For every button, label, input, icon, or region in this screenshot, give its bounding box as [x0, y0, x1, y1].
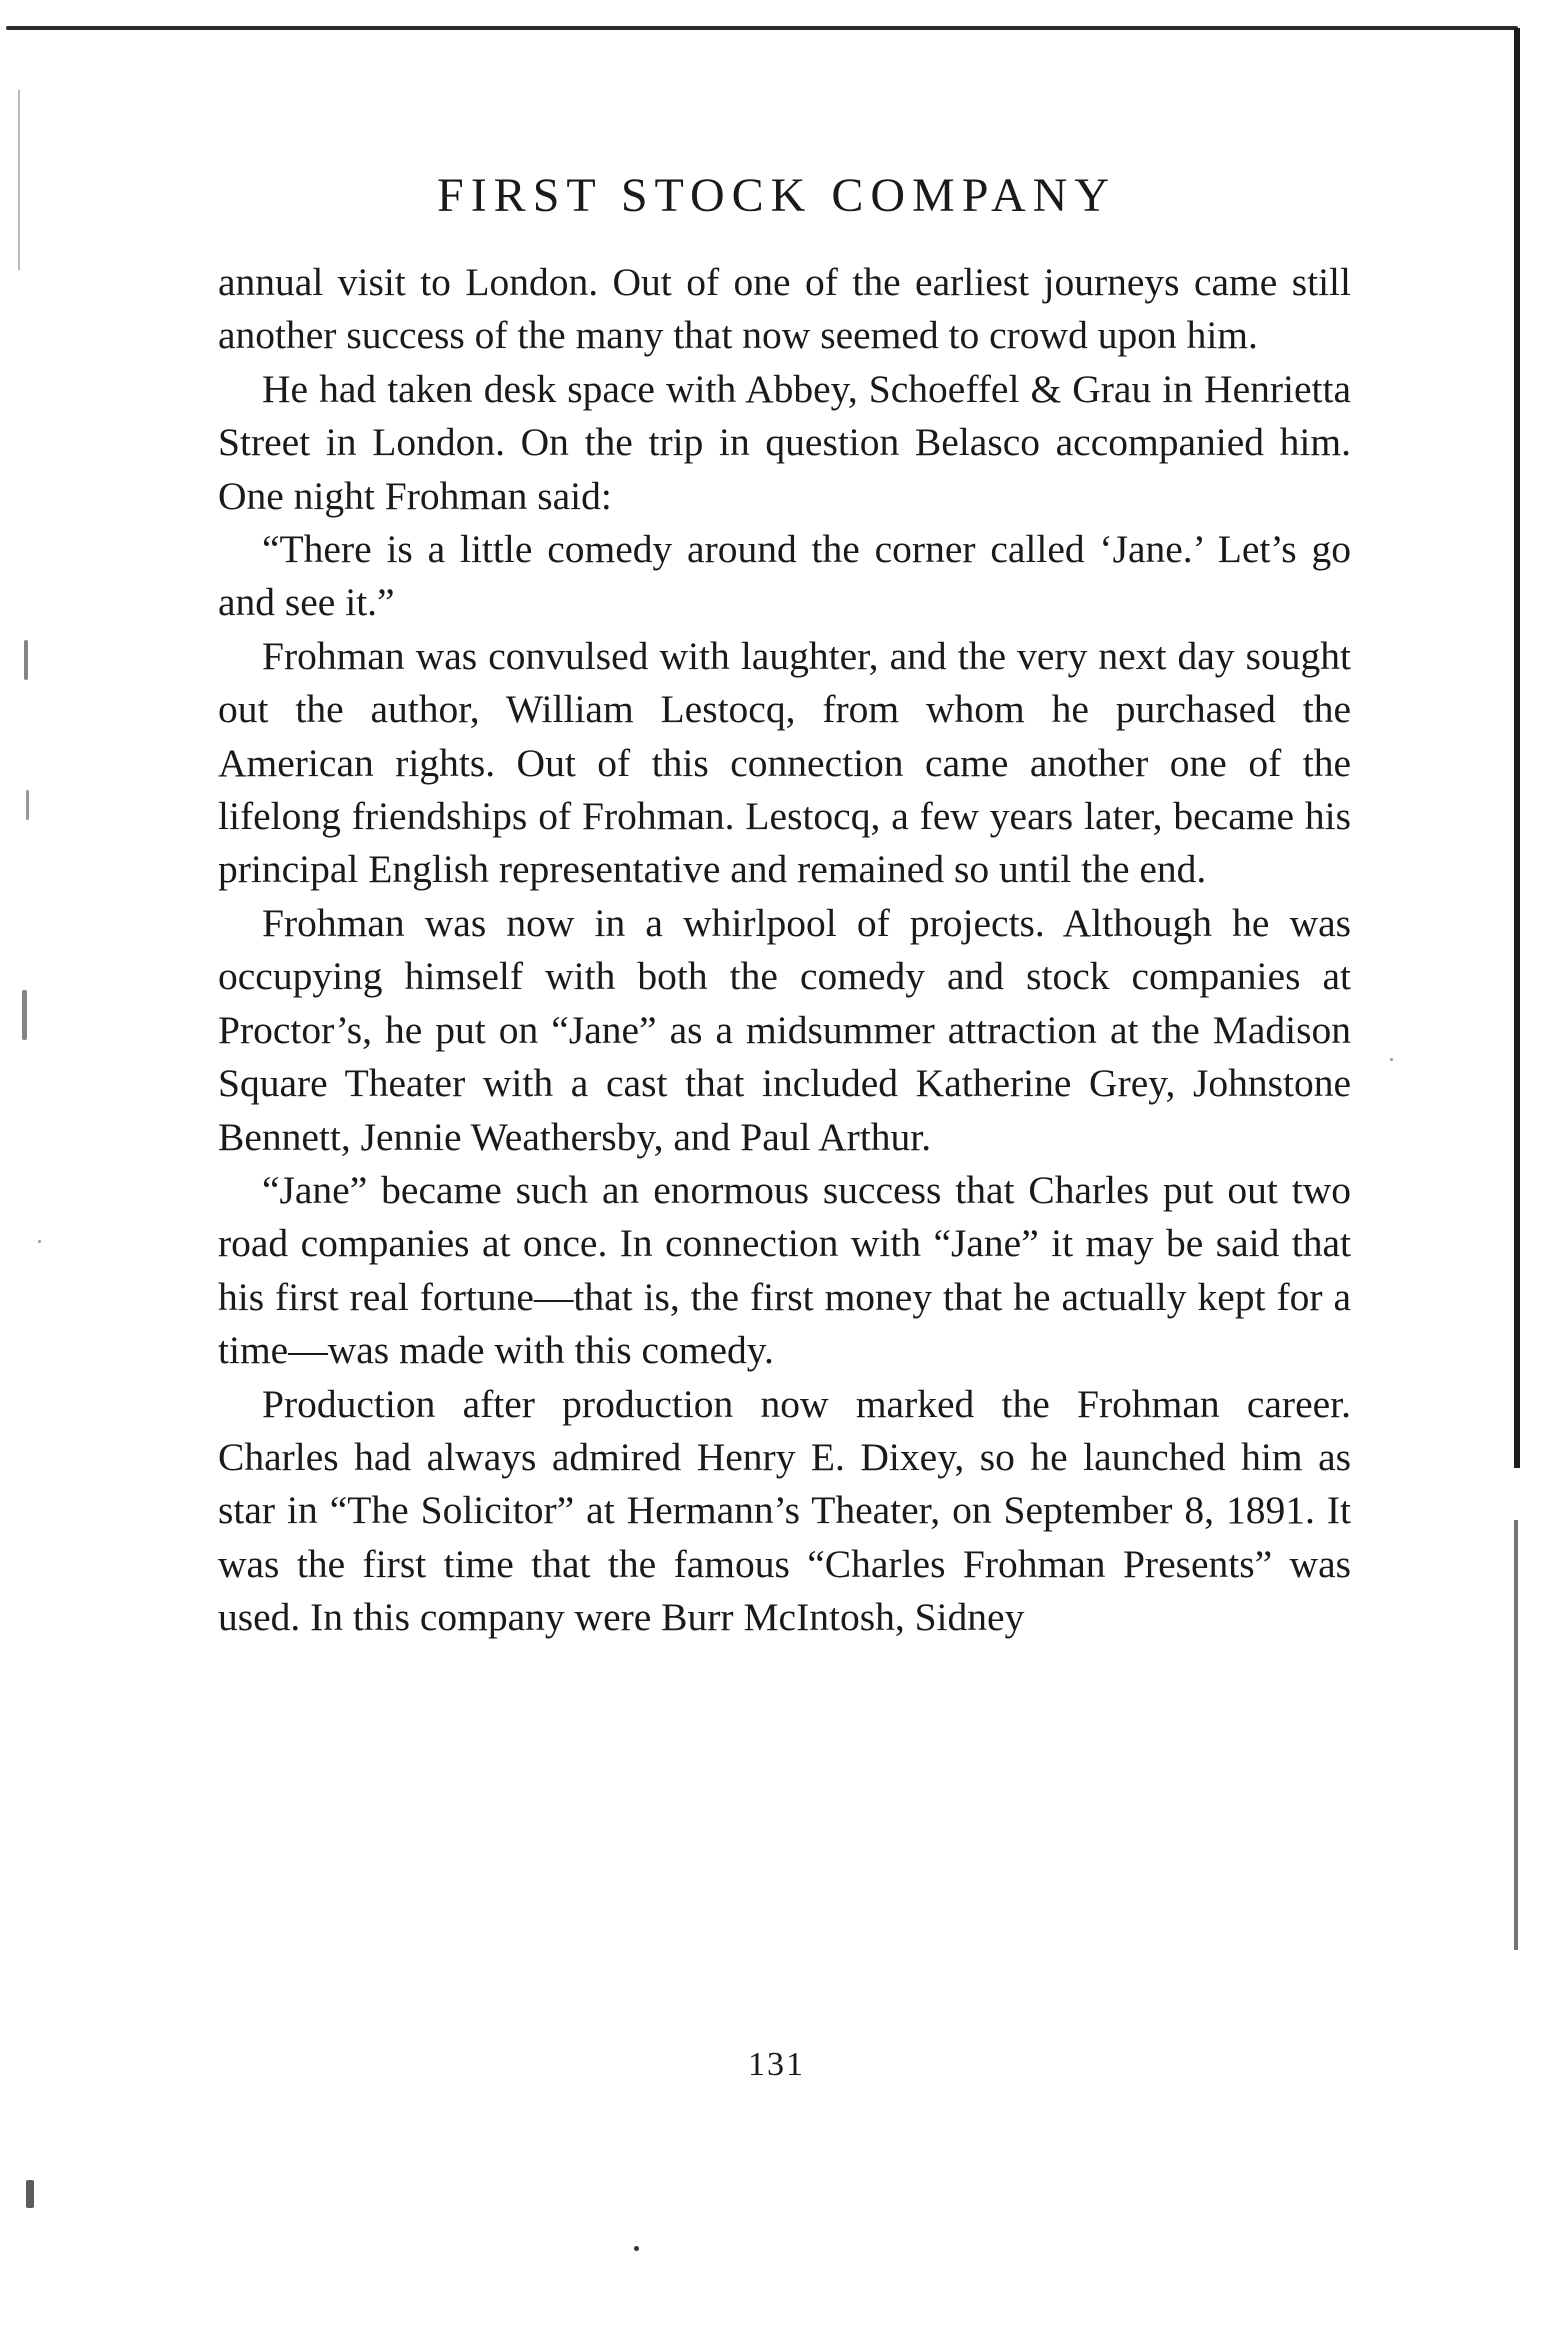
scan-speck: [22, 990, 27, 1040]
scan-speck: [26, 790, 29, 820]
paragraph: annual visit to London. Out of one of the earliest journeys came still another success of the many that now seemed to crowd upon him.: [218, 260, 1351, 358]
paragraph: Frohman was now in a whirlpool of projects. Although he was occupying himself with both the comedy and stock companies at Proctor’s, he put on “Jane” as a midsummer attraction at the Madison Square Theater with a cast that included Katherine Grey, Johnstone Bennett, Jennie Weathersby, and Paul Arthur.: [218, 900, 1351, 1159]
scan-speck: [38, 1240, 41, 1243]
page-edge-right-lower: [1514, 1520, 1518, 1950]
paragraph: Frohman was convulsed with laughter, and the very next day sought out the author, William Lestocq, from whom he purchased the American rights. Out of this connection came another one of the lifelong friendships of Frohman. Lestocq, a few years later, became his principal English representative and remained so until the end.: [218, 633, 1351, 892]
paragraph: “There is a little comedy around the corner called ‘Jane.’ Let’s go and see it.”: [218, 527, 1351, 625]
scan-speck: [1390, 1058, 1393, 1061]
paragraph: Production after production now marked the Frohman career. Charles had always admired Henry E. Dixey, so he launched him as star in “The Solicitor” at Hermann’s Theater, on September 8, 1891. It was the first time that the famous “Charles Frohman Presents” was used. In this company were Burr McIntosh, Sidney: [218, 1381, 1351, 1640]
paragraph: “Jane” became such an enormous success that Charles put out two road companies at once. In connection with “Jane” it may be said that his first real fortune—that is, the first money that he actually kept for a time—was made with this comedy.: [218, 1167, 1351, 1373]
scan-speck: [634, 2246, 639, 2251]
running-head: FIRST STOCK COMPANY: [437, 169, 1116, 222]
page-number: 131: [748, 2046, 805, 2083]
scan-speck: [26, 2180, 34, 2208]
page-edge-top: [6, 26, 1518, 30]
paragraph: He had taken desk space with Abbey, Schoeffel & Grau in Henrietta Street in London. On the trip in question Belasco accompanied him. One night Frohman said:: [218, 366, 1351, 518]
page-edge-right: [1514, 28, 1520, 1468]
scan-speck: [24, 640, 28, 680]
body-text: [218, 256, 1351, 1645]
